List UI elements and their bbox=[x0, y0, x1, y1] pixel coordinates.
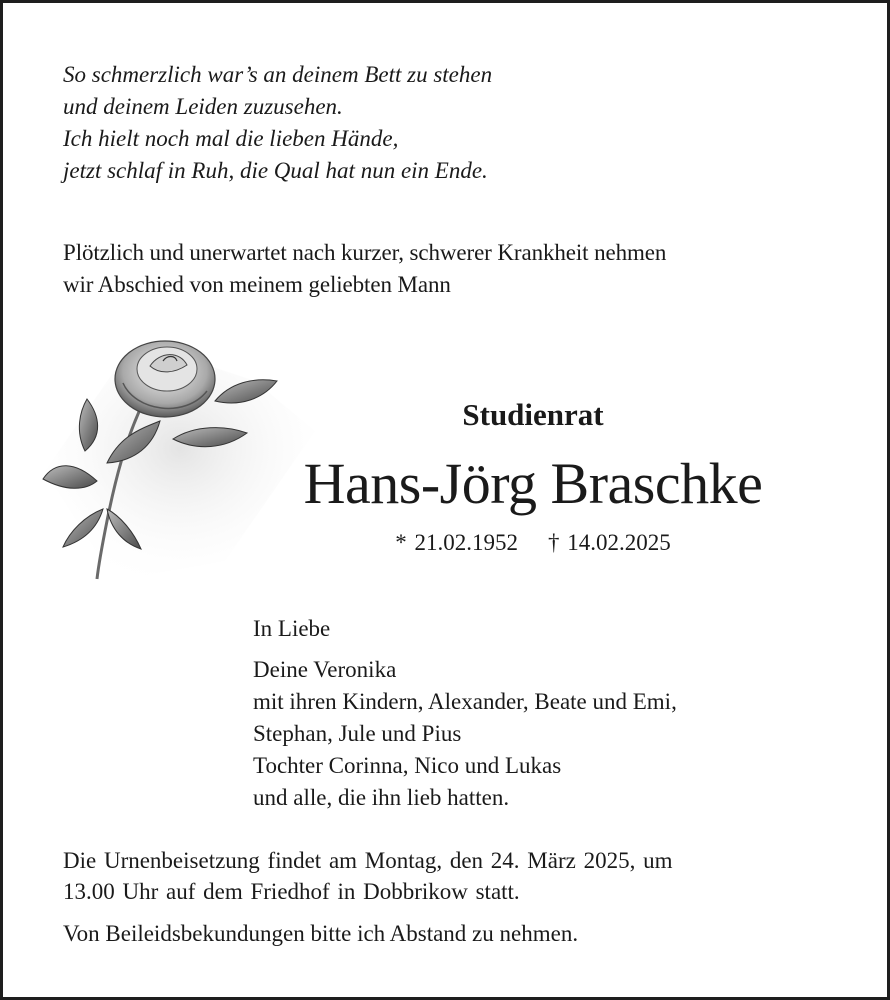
poem-line: So schmerzlich war’s an deinem Bett zu stehen bbox=[63, 62, 493, 87]
mourner-line: und alle, die ihn lieb hatten. bbox=[253, 785, 510, 810]
rose-bloom bbox=[115, 341, 215, 417]
funeral-info bbox=[63, 845, 672, 907]
mourner-line: Stephan, Jule und Pius bbox=[253, 721, 462, 746]
birth-date: * 21.02.1952 bbox=[395, 530, 518, 555]
mourner-line: Deine Veronika bbox=[253, 657, 397, 682]
condolence-request: Von Beileidsbekundungen bitte ich Abstand zu nehmen. bbox=[63, 921, 579, 946]
deceased-name: Hans-Jörg Braschke bbox=[303, 451, 763, 516]
mourner-line: Tochter Corinna, Nico und Lukas bbox=[253, 753, 562, 778]
mourners-list bbox=[253, 654, 677, 814]
intro-line: wir Abschied von meinem geliebten Mann bbox=[63, 272, 451, 297]
poem-line: jetzt schlaf in Ruh, die Qual hat nun ein Ende. bbox=[63, 158, 488, 183]
deceased-title: Studienrat bbox=[462, 397, 604, 432]
mourners-greeting: In Liebe bbox=[253, 616, 331, 641]
death-date: † 14.02.2025 bbox=[548, 530, 671, 555]
poem-line: Ich hielt noch mal die lieben Hände, bbox=[63, 126, 399, 151]
poem bbox=[63, 59, 492, 187]
intro-text bbox=[63, 237, 666, 301]
poem-line: und deinem Leiden zuzusehen. bbox=[63, 94, 343, 119]
intro-line: Plötzlich und unerwartet nach kurzer, schwerer Krankheit nehmen bbox=[63, 240, 667, 265]
mourner-line: mit ihren Kindern, Alexander, Beate und Emi, bbox=[253, 689, 677, 714]
funeral-line: 13.00 Uhr auf dem Friedhof in Dobbrikow statt. bbox=[63, 879, 520, 904]
funeral-line: Die Urnenbeisetzung findet am Montag, den 24. März 2025, um bbox=[63, 848, 673, 873]
life-dates bbox=[253, 528, 813, 558]
